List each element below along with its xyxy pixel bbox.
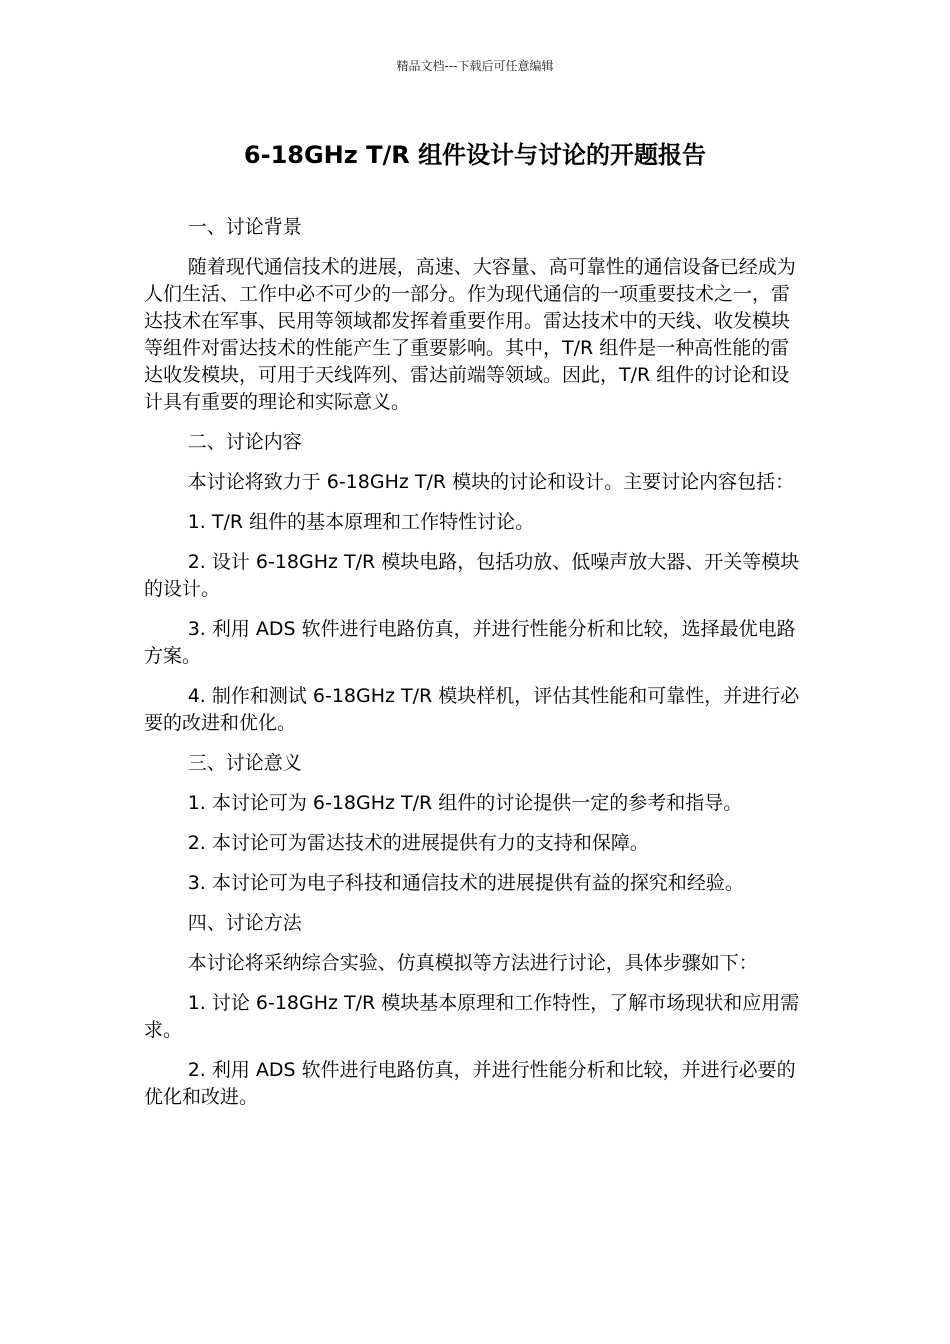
section-heading-content: 二、讨论内容 [187,431,302,453]
significance-item-3: 3. 本讨论可为电子科技和通信技术的进展提供有益的探究和经验。 [187,872,744,894]
significance-item-2: 2. 本讨论可为雷达技术的进展提供有力的支持和保障。 [187,832,649,854]
significance-item-1: 1. 本讨论可为 6-18GHz T/R 组件的讨论提供一定的参考和指导。 [187,792,743,814]
method-step-1: 1. 讨论 6-18GHz T/R 模块基本原理和工作特性，了解市场现状和应用需求。 [144,992,800,1041]
content-item-1: 1. T/R 组件的基本原理和工作特性讨论。 [187,511,535,533]
section-heading-significance: 三、讨论意义 [187,752,302,774]
content-item-3: 3. 利用 ADS 软件进行电路仿真，并进行性能分析和比较，选择最优电路方案。 [144,618,796,667]
document-body [144,214,808,1124]
document-title: 6-18GHz T/R 组件设计与讨论的开题报告 [243,141,707,169]
method-step-2: 2. 利用 ADS 软件进行电路仿真，并进行性能分析和比较，并进行必要的优化和改进。 [144,1059,796,1108]
content-item-2: 2. 设计 6-18GHz T/R 模块电路，包括功放、低噪声放大器、开关等模块的设计。 [144,551,800,600]
content-item-4: 4. 制作和测试 6-18GHz T/R 模块样机，评估其性能和可靠性，并进行必要的改进和优化。 [144,685,800,734]
method-intro-paragraph: 本讨论将采纳综合实验、仿真模拟等方法进行讨论，具体步骤如下： [187,952,758,974]
background-paragraph: 随着现代通信技术的进展，高速、大容量、高可靠性的通信设备已经成为人们生活、工作中必不可少的一部分。作为现代通信的一项重要技术之一，雷达技术在军事、民用等领域都发挥着重要作用。雷达技术中的天线、收发模块等组件对雷达技术的性能产生了重要影响。其中，T/R 组件是一种高性能的雷达收发模块，可用于天线阵列、雷达前端等领域。因此，T/R 组件的讨论和设计具有重要的理论和实际意义。 [144,256,796,413]
section-heading-method: 四、讨论方法 [187,912,302,934]
page-header-note: 精品文档---下载后可任意编辑 [396,59,554,73]
content-intro-paragraph: 本讨论将致力于 6-18GHz T/R 模块的讨论和设计。主要讨论内容包括： [187,471,795,493]
section-heading-background: 一、讨论背景 [187,216,302,238]
